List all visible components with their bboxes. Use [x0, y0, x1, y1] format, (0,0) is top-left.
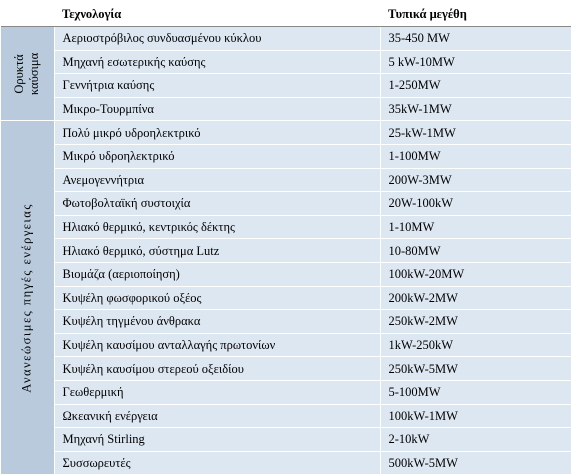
table-row	[1, 27, 571, 51]
size-cell: 1-10MW	[380, 215, 571, 239]
table-row	[1, 121, 571, 145]
table-row	[1, 262, 571, 286]
technology-cell: Αεριοστρόβιλος συνδυασμένου κύκλου	[54, 27, 380, 51]
table-row	[1, 239, 571, 263]
size-cell: 20W-100kW	[380, 192, 571, 216]
size-cell: 5 kW-10MW	[380, 50, 571, 74]
technology-cell: Κυψέλη καυσίμου ανταλλαγής πρωτονίων	[54, 333, 380, 357]
technology-cell: Μηχανή Stirling	[54, 428, 380, 452]
group-label-line: Ορυκτά	[12, 54, 27, 94]
size-cell: 200W-3MW	[380, 168, 571, 192]
size-cell: 500kW-5MW	[380, 451, 571, 475]
group-label-line: Ανανεώσιμες πηγές ενέργειας	[19, 203, 34, 393]
table-row	[1, 310, 571, 334]
dg-technologies-table	[1, 1, 571, 475]
technology-cell: Βιομάζα (αεριοποίηση)	[54, 262, 380, 286]
size-cell: 5-100MW	[380, 380, 571, 404]
table-row	[1, 404, 571, 428]
size-cell: 35-450 MW	[380, 27, 571, 51]
table-row	[1, 357, 571, 381]
technology-cell: Συσσωρευτές	[54, 451, 380, 475]
group-header-cell	[1, 1, 54, 27]
size-cell: 2-10kW	[380, 428, 571, 452]
technology-cell: Γεωθερμική	[54, 380, 380, 404]
table-row	[1, 168, 571, 192]
size-cell: 10-80MW	[380, 239, 571, 263]
size-column-header: Τυπικά μεγέθη	[380, 1, 571, 27]
size-cell: 250kW-2MW	[380, 310, 571, 334]
size-cell: 100kW-20MW	[380, 262, 571, 286]
group-label	[12, 53, 42, 95]
table-row	[1, 451, 571, 475]
table-row	[1, 286, 571, 310]
table-body	[1, 27, 571, 475]
technology-cell: Μικρό υδροηλεκτρικό	[54, 144, 380, 168]
technology-cell: Μηχανή εσωτερικής καύσης	[54, 50, 380, 74]
table-row	[1, 215, 571, 239]
technology-column-header: Τεχνολογία	[54, 1, 380, 27]
size-cell: 35kW-1MW	[380, 97, 571, 121]
size-cell: 1-250MW	[380, 74, 571, 98]
table-row	[1, 333, 571, 357]
size-cell: 250kW-5MW	[380, 357, 571, 381]
table-row	[1, 50, 571, 74]
technology-cell: Μικρο-Τουρμπίνα	[54, 97, 380, 121]
group-label	[20, 203, 35, 393]
size-cell: 200kW-2MW	[380, 286, 571, 310]
group-label-line: καύσιμα	[27, 52, 42, 95]
technology-cell: Κυψέλη φωσφορικού οξέος	[54, 286, 380, 310]
technology-cell: Φωτοβολταϊκή συστοιχία	[54, 192, 380, 216]
table-row	[1, 144, 571, 168]
header-row	[1, 1, 571, 27]
table-row	[1, 380, 571, 404]
size-cell: 100kW-1MW	[380, 404, 571, 428]
size-cell: 25-kW-1MW	[380, 121, 571, 145]
technology-cell: Ανεμογεννήτρια	[54, 168, 380, 192]
size-cell: 1kW-250kW	[380, 333, 571, 357]
technology-cell: Κυψέλη καυσίμου στερεού οξειδίου	[54, 357, 380, 381]
technology-cell: Ηλιακό θερμικό, κεντρικός δέκτης	[54, 215, 380, 239]
table-row	[1, 428, 571, 452]
technology-cell: Ηλιακό θερμικό, σύστημα Lutz	[54, 239, 380, 263]
table-row	[1, 192, 571, 216]
technology-cell: Γεννήτρια καύσης	[54, 74, 380, 98]
group-label-cell	[1, 121, 54, 475]
size-cell: 1-100MW	[380, 144, 571, 168]
technology-cell: Ωκεανική ενέργεια	[54, 404, 380, 428]
technology-cell: Κυψέλη τηγμένου άνθρακα	[54, 310, 380, 334]
table-row	[1, 97, 571, 121]
table-row	[1, 74, 571, 98]
group-label-cell	[1, 27, 54, 121]
technology-cell: Πολύ μικρό υδροηλεκτρικό	[54, 121, 380, 145]
